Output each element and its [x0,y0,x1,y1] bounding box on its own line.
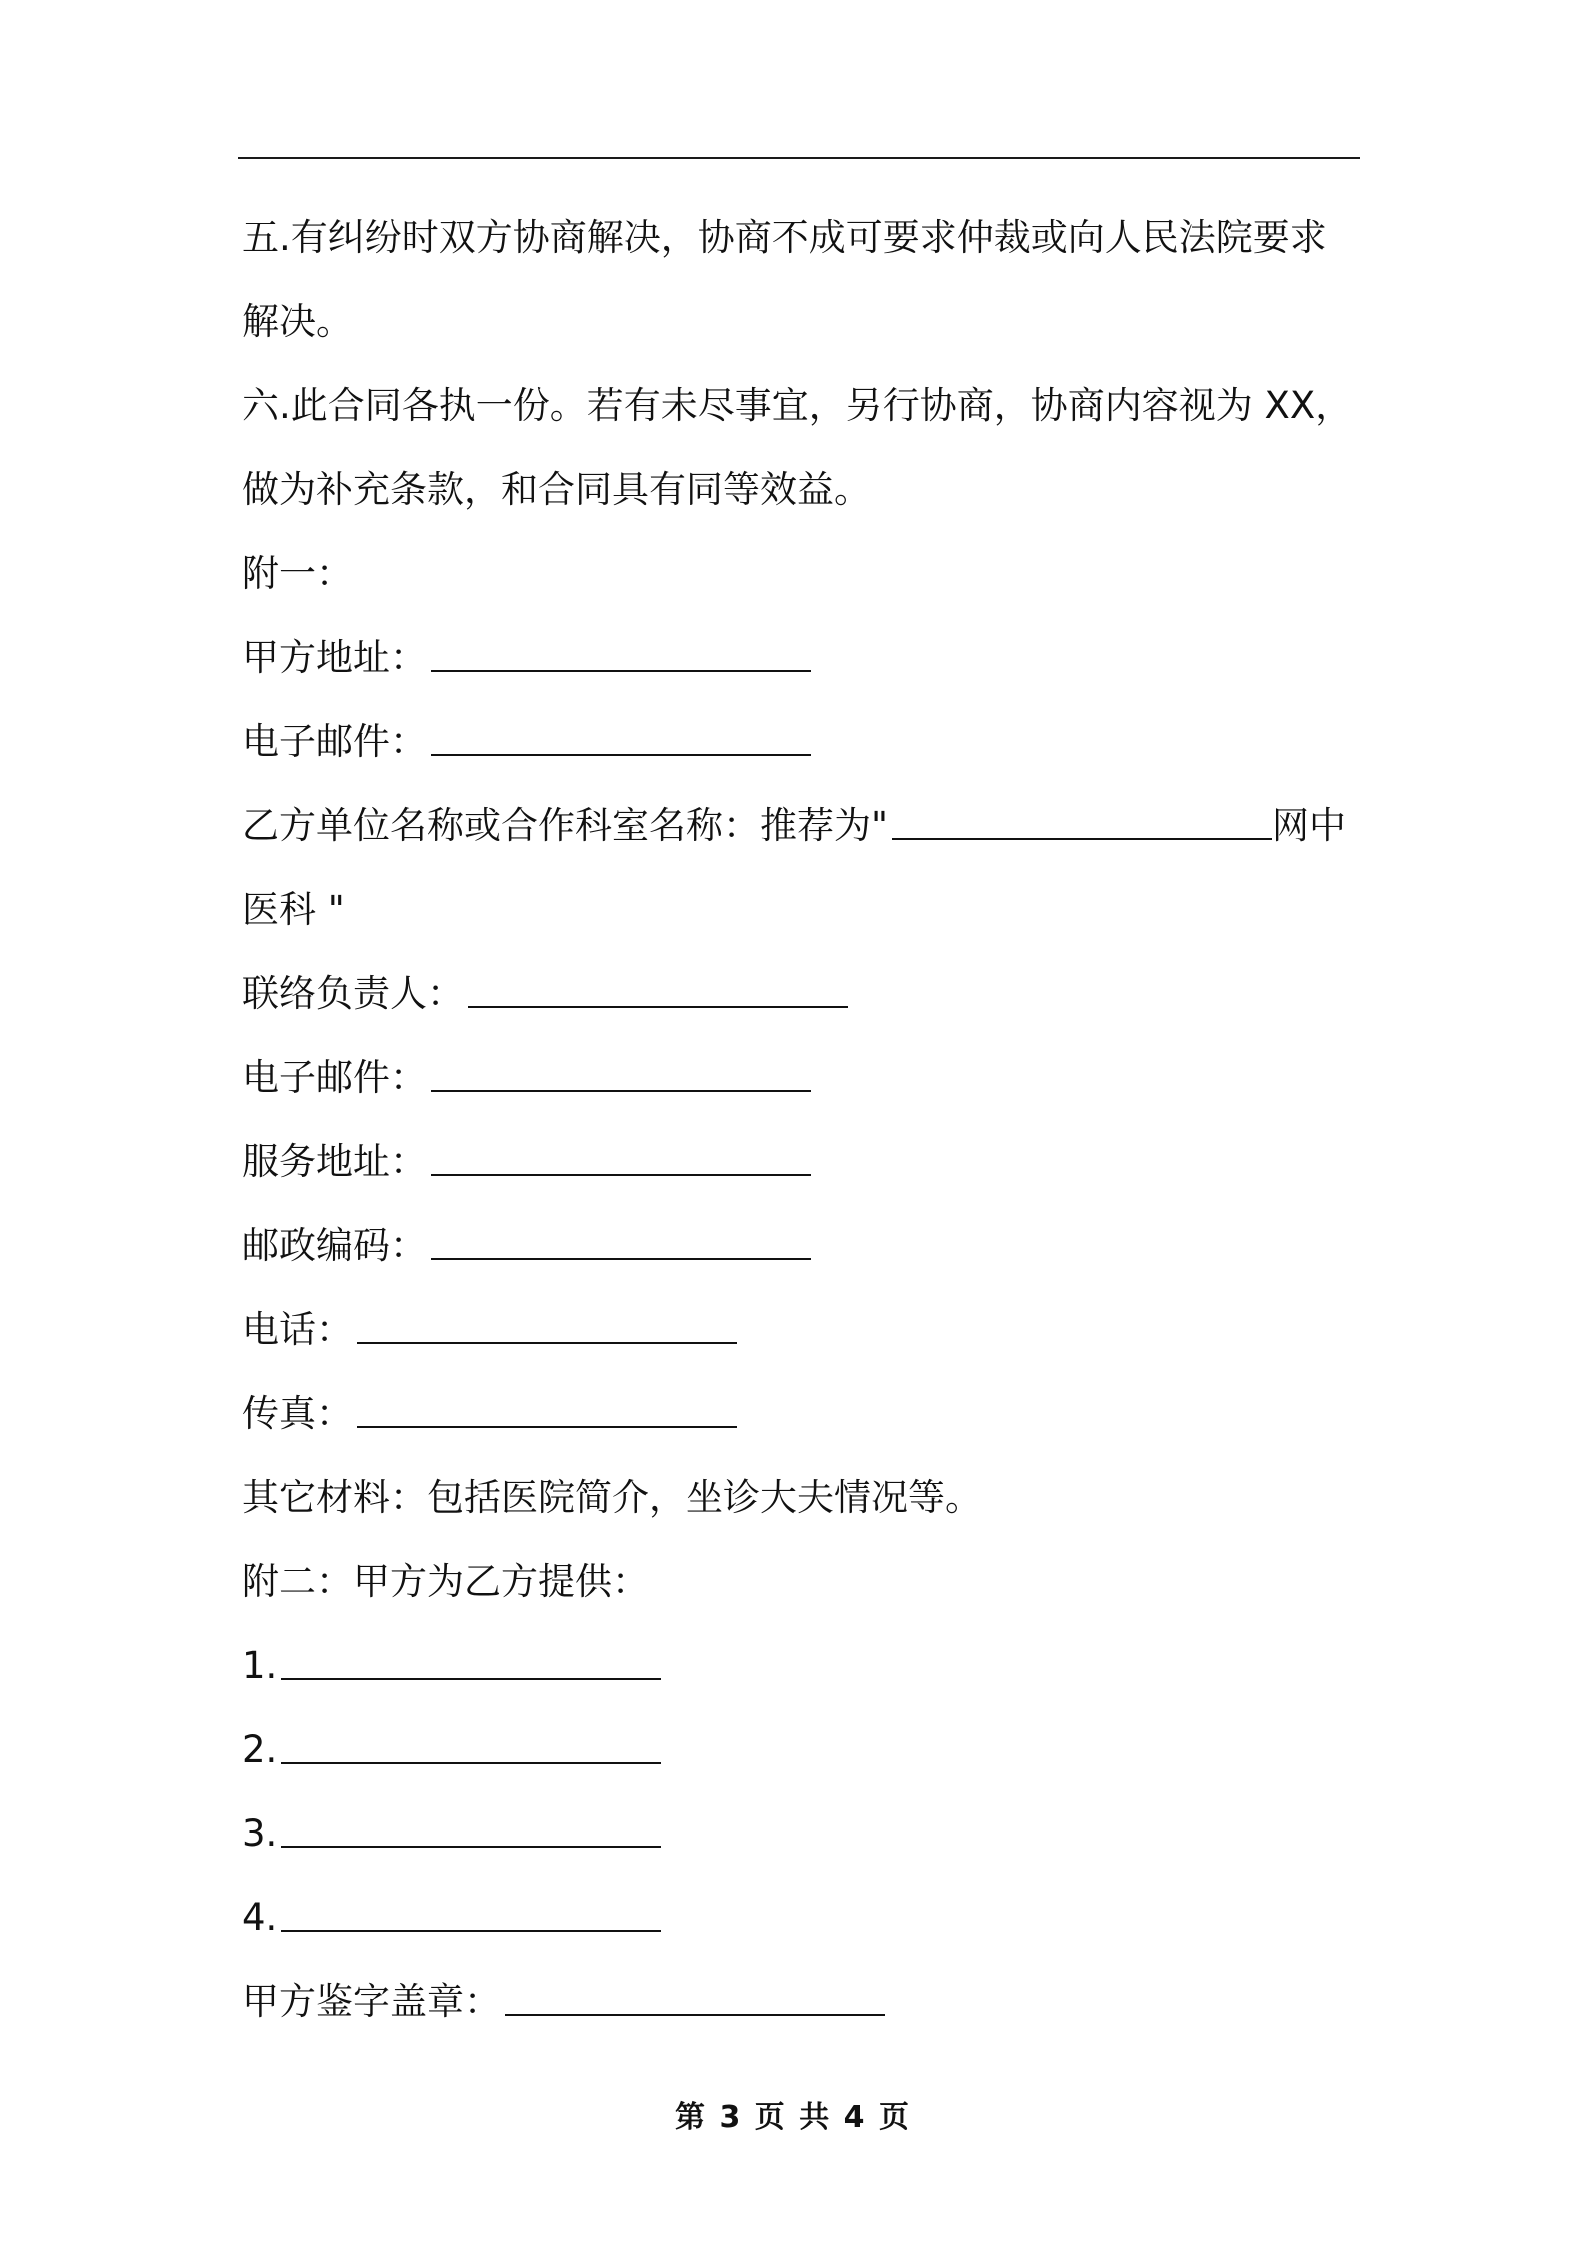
service-address-label: 服务地址： [242,1140,427,1183]
party-b-email-row [242,1036,1360,1120]
fax-field[interactable] [357,1426,737,1428]
party-b-email-label: 电子邮件： [242,1056,427,1099]
party-b-name-line2: 医科 " [242,888,345,931]
appendix2-item-2 [242,1708,1360,1792]
party-b-name-field[interactable] [892,838,1272,840]
appendix2-item-field[interactable] [281,1762,661,1764]
contact-person-label: 联络负责人： [242,972,464,1015]
appendix2-item-field[interactable] [281,1846,661,1848]
appendix2-item-number: 2. [242,1728,278,1771]
appendix2-item-3 [242,1792,1360,1876]
clause-five-line1: 五.有纠纷时双方协商解决，协商不成可要求仲裁或向人民法院要求 [242,216,1327,259]
clause-five-line2: 解决。 [242,300,353,343]
signature-label: 甲方鉴字盖章： [242,1980,501,2023]
party-a-email-label: 电子邮件： [242,720,427,763]
contact-person-field[interactable] [468,1006,848,1008]
party-b-name-row [242,784,1360,868]
phone-field[interactable] [357,1342,737,1344]
party-a-address-label: 甲方地址： [242,636,427,679]
party-a-address-field[interactable] [431,670,811,672]
appendix2-item-4 [242,1876,1360,1960]
postal-code-field[interactable] [431,1258,811,1260]
appendix2-heading: 附二：甲方为乙方提供： [242,1560,649,1603]
party-a-email-row [242,700,1360,784]
postal-code-label: 邮政编码： [242,1224,427,1267]
signature-row [242,1960,1360,2044]
fax-row [242,1372,1360,1456]
party-b-email-field[interactable] [431,1090,811,1092]
phone-label: 电话： [242,1308,353,1351]
appendix2-item-field[interactable] [281,1930,661,1932]
phone-row [242,1288,1360,1372]
party-b-name-prefix: 乙方单位名称或合作科室名称：推荐为" [242,804,889,847]
contact-person-row [242,952,1360,1036]
service-address-row [242,1120,1360,1204]
service-address-field[interactable] [431,1174,811,1176]
document-body [242,196,1360,2044]
page-number-footer: 第 3 页 共 4 页 [675,2100,911,2135]
fax-label: 传真： [242,1392,353,1435]
appendix2-item-number: 4. [242,1896,278,1939]
appendix1-heading: 附一： [242,552,353,595]
party-b-name-suffix: 网中 [1272,804,1347,847]
postal-code-row [242,1204,1360,1288]
party-a-address-row [242,616,1360,700]
other-materials: 其它材料：包括医院简介，坐诊大夫情况等。 [242,1476,982,1519]
signature-field[interactable] [505,2014,885,2016]
party-a-email-field[interactable] [431,754,811,756]
appendix2-item-number: 1. [242,1644,278,1687]
clause-six-line1: 六.此合同各执一份。若有未尽事宜，另行协商，协商内容视为 XX， [242,384,1353,427]
appendix2-item-field[interactable] [281,1678,661,1680]
clause-six-line2: 做为补充条款，和合同具有同等效益。 [242,468,871,511]
appendix2-item-1 [242,1624,1360,1708]
header-rule [238,157,1360,159]
appendix2-item-number: 3. [242,1812,278,1855]
